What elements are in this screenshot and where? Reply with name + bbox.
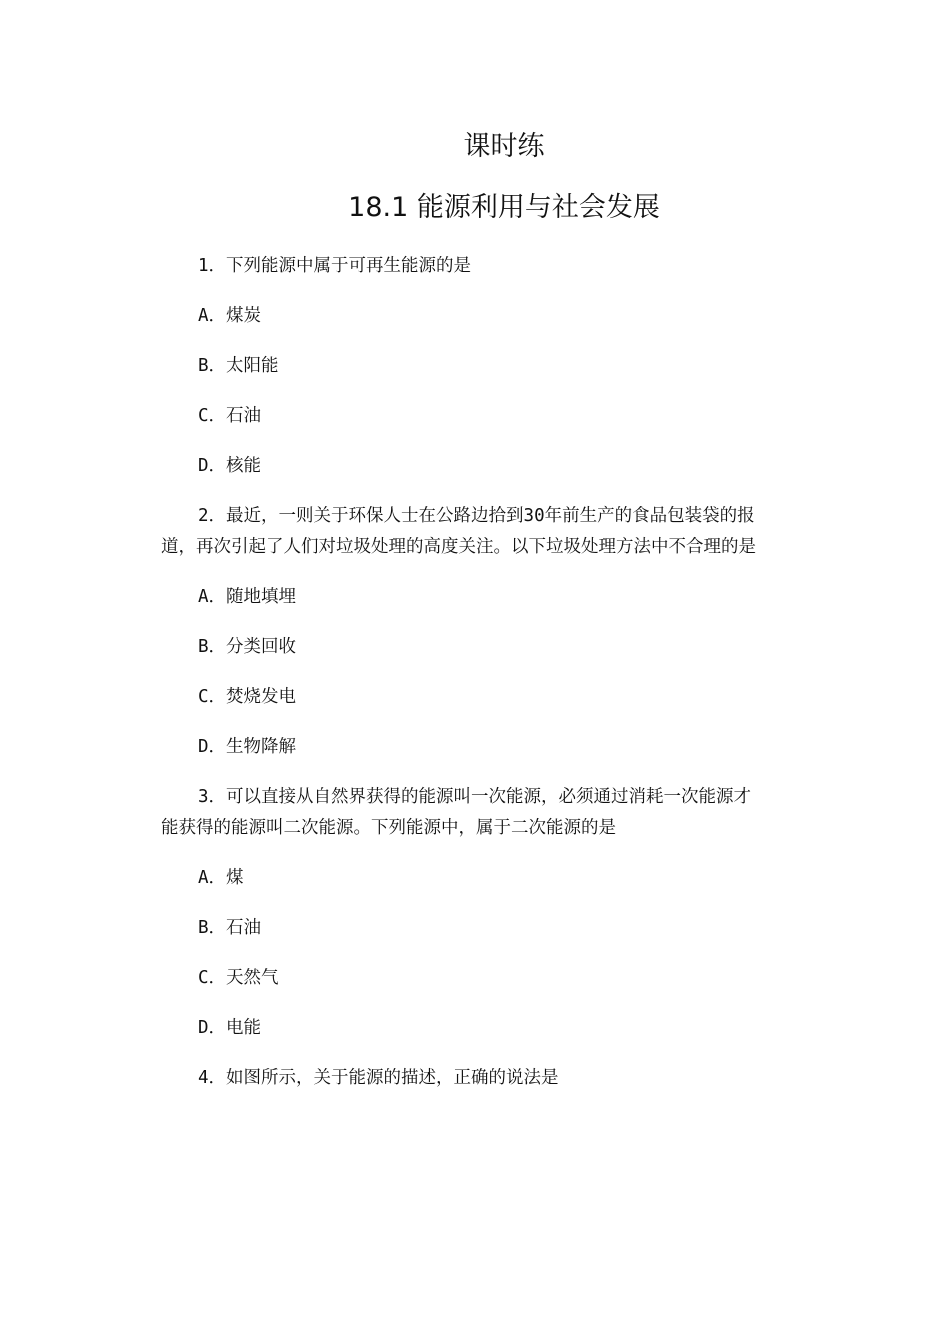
question-1-option-d: D．核能 xyxy=(198,456,262,476)
question-2-option-a: A．随地填埋 xyxy=(198,587,297,607)
page-title: 课时练 xyxy=(463,131,545,162)
question-3-stem-line-1: 3．可以直接从自然界获得的能源叫一次能源，必须通过消耗一次能源才 xyxy=(198,787,752,807)
question-1-option-c: C．石油 xyxy=(198,406,262,426)
question-3-option-b: B．石油 xyxy=(198,918,262,938)
question-2-option-d: D．生物降解 xyxy=(198,737,297,757)
question-3-stem-line-2: 能获得的能源叫二次能源。下列能源中，属于二次能源的是 xyxy=(161,818,616,838)
question-2-option-b: B．分类回收 xyxy=(198,637,297,657)
section-title: 18.1 能源利用与社会发展 xyxy=(348,192,660,223)
question-2-stem-line-2: 道，再次引起了人们对垃圾处理的高度关注。以下垃圾处理方法中不合理的是 xyxy=(161,537,756,557)
question-2-stem-line-1: 2．最近，一则关于环保人士在公路边拾到30年前生产的食品包装袋的报 xyxy=(198,506,755,526)
question-3-option-a: A．煤 xyxy=(198,868,244,888)
question-3-option-c: C．天然气 xyxy=(198,968,279,988)
question-1-option-a: A．煤炭 xyxy=(198,306,262,326)
question-3-option-d: D．电能 xyxy=(198,1018,262,1038)
question-4-stem: 4．如图所示，关于能源的描述，正确的说法是 xyxy=(198,1068,559,1088)
question-1-stem: 1．下列能源中属于可再生能源的是 xyxy=(198,256,472,276)
question-1-option-b: B．太阳能 xyxy=(198,356,279,376)
question-2-option-c: C．焚烧发电 xyxy=(198,687,297,707)
